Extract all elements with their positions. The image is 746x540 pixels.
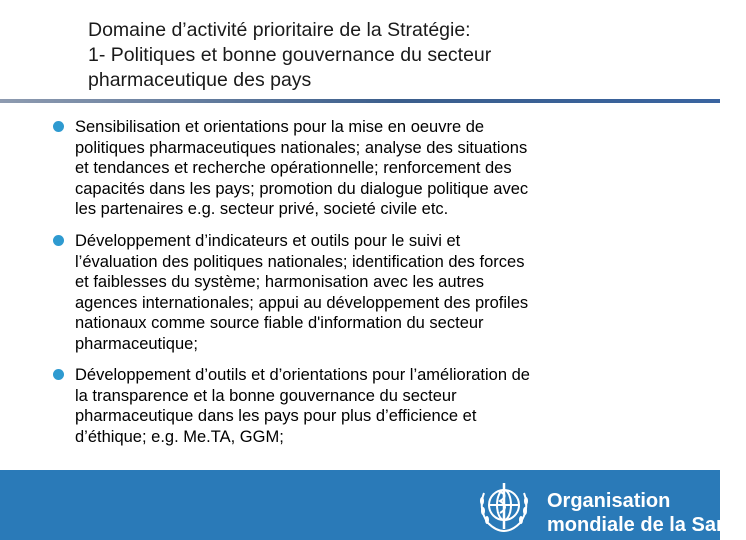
- title-line-3: pharmaceutique des pays: [88, 69, 312, 91]
- bullet-text: nationaux comme source fiable d'information du secteur: [75, 314, 484, 332]
- bullet-text: les partenaires e.g. secteur privé, societé civile etc.: [75, 200, 449, 218]
- bullet-text: Développement d’indicateurs et outils pour le suivi et: [75, 232, 461, 250]
- bullet-dot-icon: [53, 121, 64, 132]
- bullet-text: Sensibilisation et orientations pour la mise en oeuvre de: [75, 118, 485, 136]
- bullet-item: [53, 231, 528, 354]
- organisation-name: [547, 489, 746, 537]
- slide-title: [88, 18, 688, 93]
- bullet-text: pharmaceutique dans les pays pour plus d’efficience et: [75, 407, 477, 425]
- bullet-text: capacités dans les pays; promotion du dialogue politique avec: [75, 179, 529, 198]
- bullet-text: l’évaluation des politiques nationales; identification des forces: [75, 252, 525, 271]
- bullet-text: Développement d’outils et d’orientations pour l’amélioration de: [75, 366, 530, 384]
- org-line-1: Organisation: [547, 490, 671, 512]
- bullet-text: la transparence et la bonne gouvernance du secteur: [75, 386, 457, 405]
- bullet-item: [53, 117, 528, 220]
- title-line-2: 1- Politiques et bonne gouvernance du secteur: [88, 44, 492, 66]
- bullet-text: d’éthique; e.g. Me.TA, GGM;: [75, 427, 284, 446]
- bullet-text: pharmaceutique;: [75, 334, 198, 353]
- title-line-1: Domaine d’activité prioritaire de la Stratégie:: [88, 19, 471, 41]
- bullet-text: politiques pharmaceutiques nationales; analyse des situations: [75, 138, 528, 157]
- bullet-text: agences internationales; appui au développement des profiles: [75, 293, 529, 312]
- title-divider: [0, 99, 720, 103]
- org-line-2: mondiale de la Santé: [547, 514, 746, 536]
- bullet-text: et faiblesses du système; harmonisation avec les autres: [75, 273, 485, 291]
- bullet-dot-icon: [53, 369, 64, 380]
- bullet-dot-icon: [53, 235, 64, 246]
- bullet-text: et tendances et recherche opérationnelle; renforcement des: [75, 159, 512, 177]
- who-emblem-icon: [474, 479, 534, 535]
- bullet-item: [53, 365, 530, 447]
